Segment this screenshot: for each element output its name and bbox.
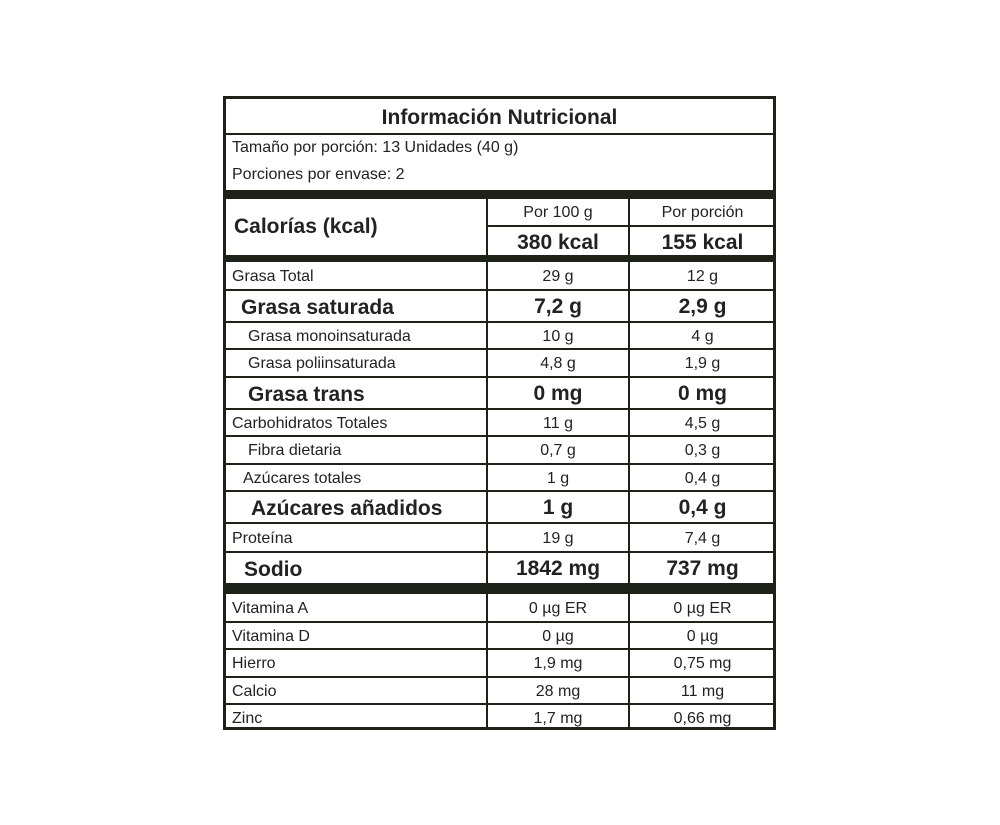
micronutrient-per-serving: 11 mg [680, 683, 725, 700]
nutrient-row [226, 350, 773, 376]
micronutrient-per100: 28 mg [535, 683, 581, 700]
micronutrient-name: Hierro [232, 655, 276, 672]
column-divider [628, 678, 630, 703]
nutrient-row [226, 465, 773, 490]
thick-divider [226, 583, 773, 594]
nutrient-name: Azúcares totales [243, 470, 362, 487]
nutrient-per-serving: 1,9 g [684, 355, 721, 372]
column-divider [486, 437, 488, 463]
column-divider [628, 291, 630, 321]
nutrient-row [226, 437, 773, 463]
column-divider [486, 524, 488, 551]
nutrient-per100: 4,8 g [540, 355, 576, 372]
nutrient-per100: 11 g [543, 415, 573, 432]
nutrient-row [226, 262, 773, 289]
nutrient-per100: 19 g [542, 530, 574, 547]
micronutrient-name: Calcio [232, 683, 277, 700]
column-divider [486, 594, 488, 621]
micronutrient-row [226, 678, 773, 703]
nutrient-per-serving: 0,4 g [678, 496, 727, 519]
nutrient-name: Azúcares añadidos [251, 497, 443, 520]
column-divider [486, 553, 488, 583]
nutrient-per100: 10 g [542, 328, 574, 345]
micronutrient-per100: 1,7 mg [533, 710, 583, 727]
nutrient-per-serving: 0,4 g [684, 470, 721, 487]
nutrient-row [226, 410, 773, 435]
column-divider [628, 553, 630, 583]
nutrient-per100: 29 g [542, 268, 574, 285]
column-divider [628, 705, 630, 730]
column-divider [486, 492, 488, 522]
nutrient-name: Carbohidratos Totales [232, 415, 388, 432]
column-divider [628, 623, 630, 648]
micronutrient-per-serving: 0 µg [686, 628, 719, 645]
micronutrient-row [226, 594, 773, 621]
column-divider [628, 650, 630, 676]
nutrient-per-serving: 4,5 g [684, 415, 721, 432]
nutrient-name: Grasa poliinsaturada [248, 355, 396, 372]
column-divider [486, 323, 488, 348]
nutrient-per100: 0,7 g [540, 442, 576, 459]
nutrient-name: Proteína [232, 530, 293, 547]
nutrient-name: Grasa trans [248, 383, 365, 406]
column-divider [486, 650, 488, 676]
micronutrient-name: Vitamina A [232, 600, 309, 617]
nutrient-per-serving: 737 mg [666, 557, 739, 580]
thick-divider [226, 255, 773, 262]
column-divider [486, 262, 488, 289]
nutrient-name: Grasa Total [232, 268, 314, 285]
nutrition-facts-table [223, 96, 776, 730]
nutrient-row [226, 291, 773, 321]
nutrient-per-serving: 12 g [686, 268, 719, 285]
calories-per100: 380 kcal [517, 231, 599, 254]
column-divider [628, 262, 630, 289]
nutrient-per100: 1 g [546, 470, 570, 487]
column-divider [486, 291, 488, 321]
nutrient-per-serving: 7,4 g [684, 530, 721, 547]
nutrient-name: Fibra dietaria [248, 442, 342, 459]
nutrient-per-serving: 0,3 g [684, 442, 721, 459]
servings-per-container: Porciones por envase: 2 [232, 166, 405, 183]
nutrient-row [226, 524, 773, 551]
column-divider [628, 492, 630, 522]
column-divider [486, 678, 488, 703]
micronutrient-row [226, 650, 773, 676]
micronutrient-per-serving: 0,75 mg [673, 655, 732, 672]
column-divider [486, 623, 488, 648]
micronutrient-row [226, 623, 773, 648]
micronutrient-per-serving: 0,66 mg [673, 710, 732, 727]
column-divider [628, 437, 630, 463]
nutrient-per-serving: 2,9 g [678, 295, 727, 318]
micronutrient-name: Zinc [232, 710, 263, 727]
nutrient-row [226, 553, 773, 583]
serving-size: Tamaño por porción: 13 Unidades (40 g) [232, 139, 519, 156]
nutrient-name: Sodio [244, 558, 303, 581]
column-divider [486, 705, 488, 730]
nutrient-per100: 7,2 g [534, 295, 582, 318]
micronutrient-per100: 0 µg ER [528, 600, 588, 617]
nutrient-per100: 1 g [542, 496, 574, 519]
nutrient-per-serving: 4 g [691, 328, 714, 345]
nutrient-name: Grasa monoinsaturada [248, 328, 411, 345]
column-divider [628, 350, 630, 376]
micronutrient-per100: 1,9 mg [533, 655, 583, 672]
column-divider [628, 465, 630, 490]
column-divider [628, 323, 630, 348]
column-divider [486, 465, 488, 490]
nutrient-row [226, 492, 773, 522]
column-divider [628, 199, 630, 255]
column-divider [628, 378, 630, 408]
column-divider [628, 524, 630, 551]
micronutrient-per100: 0 µg [542, 628, 574, 645]
column-divider [628, 594, 630, 621]
nutrient-per100: 0 mg [533, 382, 583, 405]
column-divider [628, 410, 630, 435]
nutrient-per-serving: 0 mg [677, 382, 727, 405]
thick-divider [226, 190, 773, 199]
column-divider [486, 199, 488, 255]
nutrient-row [226, 323, 773, 348]
calories-label: Calorías (kcal) [234, 215, 378, 238]
nutrient-per100: 1842 mg [515, 557, 601, 580]
column-divider [486, 350, 488, 376]
micronutrient-name: Vitamina D [232, 628, 310, 645]
column-divider [486, 410, 488, 435]
col-header-per100: Por 100 g [523, 204, 593, 221]
nutrient-row [226, 378, 773, 408]
micronutrient-row [226, 705, 773, 730]
calories-per-serving: 155 kcal [661, 231, 744, 254]
nutrient-name: Grasa saturada [241, 296, 394, 319]
column-divider [486, 378, 488, 408]
header-divider [488, 225, 773, 227]
nutrition-title: Información Nutricional [226, 99, 773, 135]
col-header-per-serving: Por porción [661, 204, 744, 221]
micronutrient-per-serving: 0 µg ER [673, 600, 732, 617]
